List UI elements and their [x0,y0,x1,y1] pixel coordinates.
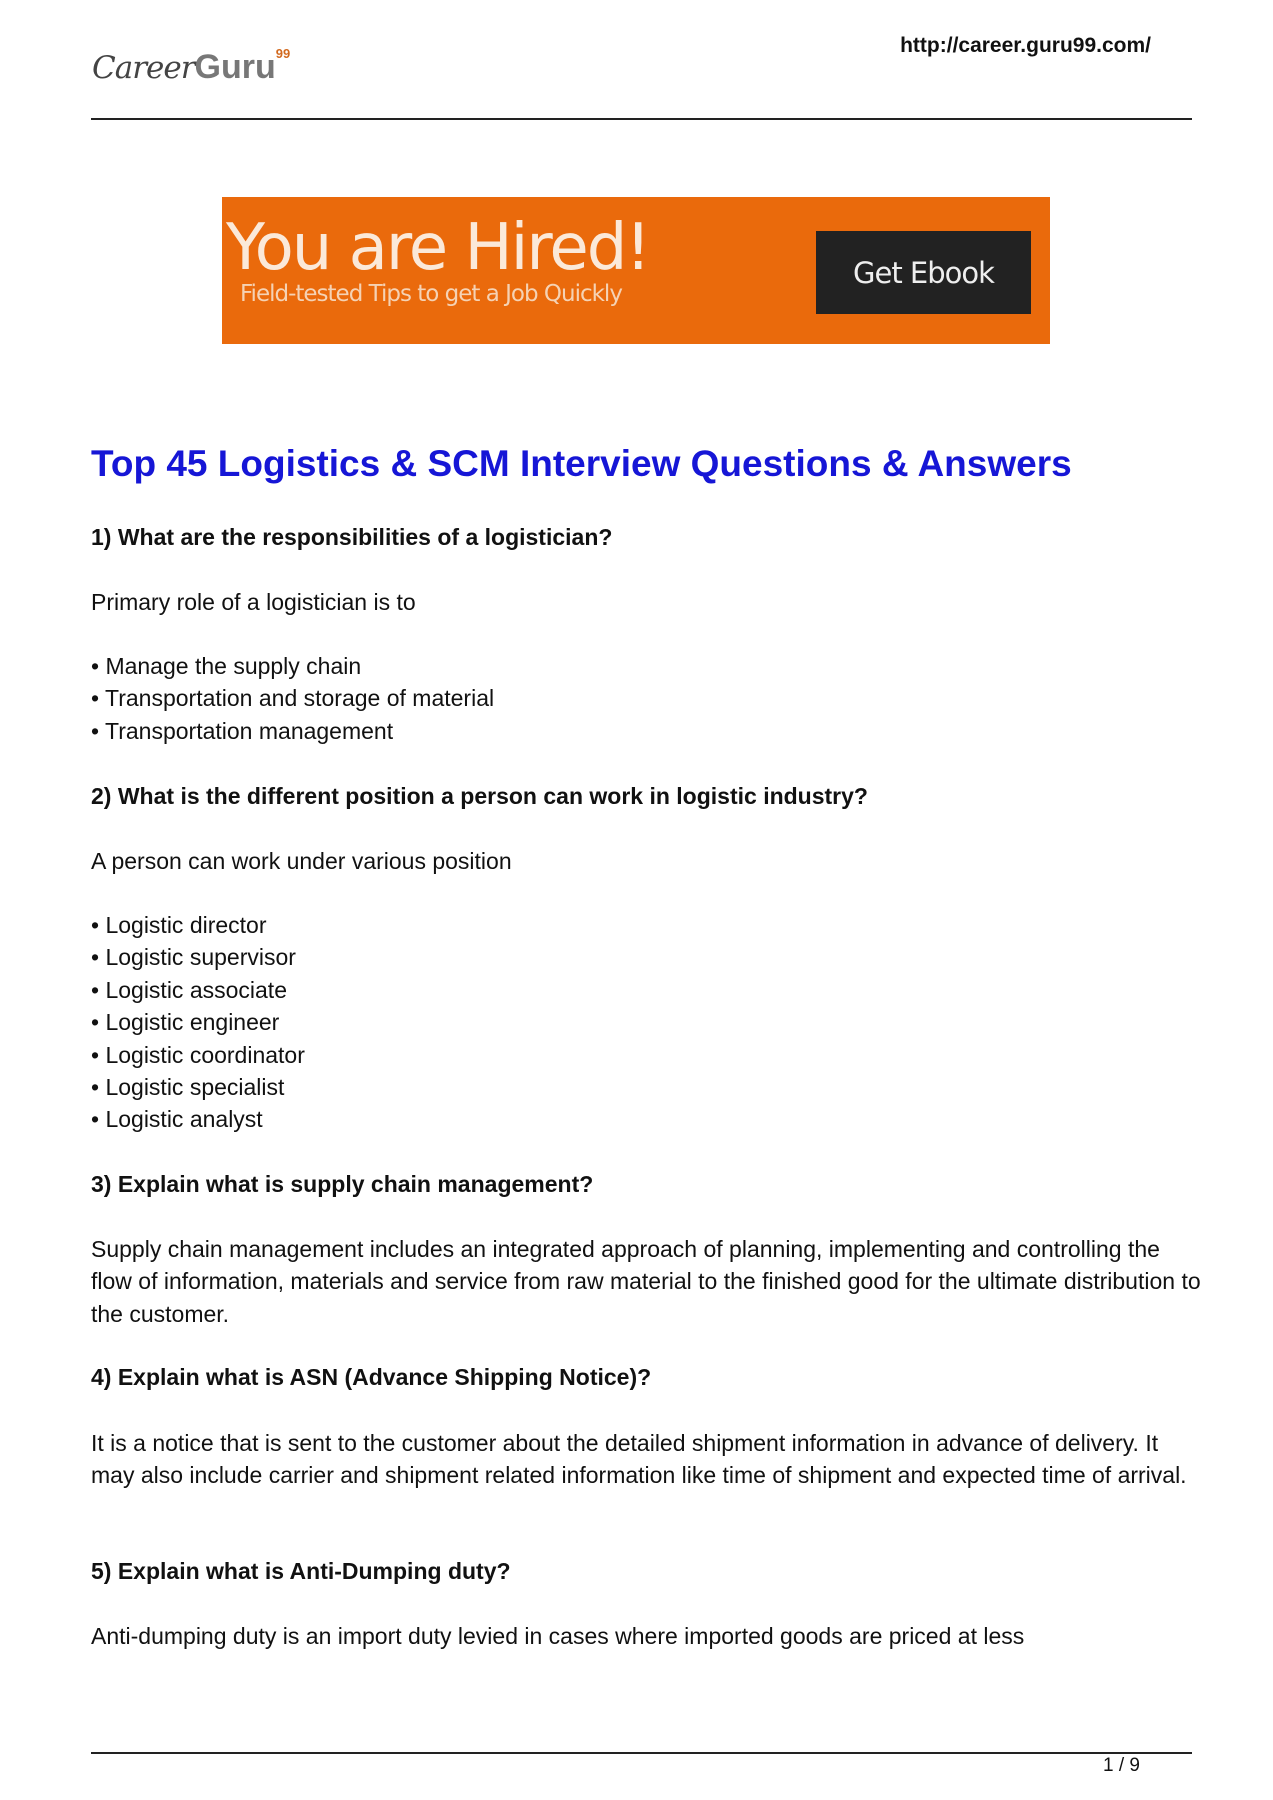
answer-text: It is a notice that is sent to the customer about the detailed shipment information in advance of delivery. It may also include carrier and shipment related information like time of shipment and expected time of arrival. [91,1430,1187,1489]
get-ebook-button[interactable]: Get Ebook [816,231,1031,314]
question-heading: 3) Explain what is supply chain management? [91,1171,594,1197]
list-item: • Logistic director [91,912,267,938]
list-item: • Transportation and storage of material [91,685,495,712]
answer-intro: A person can work under various position [91,848,512,874]
answer-intro: Primary role of a logistician is to [91,589,416,615]
answer-list [91,650,1201,747]
answer-list [91,909,1201,1136]
ebook-banner[interactable] [222,197,1050,344]
list-item: • Logistic analyst [91,1106,263,1133]
header-divider [91,118,1192,120]
list-item: • Logistic coordinator [91,1041,305,1068]
question-heading: 1) What are the responsibilities of a logistician? [91,524,613,550]
list-item: • Logistic specialist [91,1074,285,1101]
list-item: • Logistic associate [91,976,287,1003]
banner-subtitle: Field-tested Tips to get a Job Quickly [240,281,622,307]
list-item: • Transportation management [91,717,394,744]
page-number: 1 / 9 [1103,1755,1140,1776]
footer-divider [91,1752,1192,1754]
answer-text: Anti-dumping duty is an import duty levied in cases where imported goods are priced at less [91,1623,1025,1649]
careerguru-logo: CareerGuru$^{99}$ [92,45,291,86]
banner-title: You are Hired! [226,211,649,285]
question-heading: 5) Explain what is Anti-Dumping duty? [91,1558,511,1584]
site-url[interactable]: http://career.guru99.com/ [900,34,1151,57]
list-item: • Logistic supervisor [91,944,296,971]
question-heading: 4) Explain what is ASN (Advance Shipping Notice)? [91,1364,652,1390]
answer-text: Supply chain management includes an integrated approach of planning, implementing and controlling the flow of information, materials and service from raw material to the finished good for the ultimate distribution to the customer. [91,1236,1201,1327]
page-title: Top 45 Logistics & SCM Interview Questions & Answers [91,443,1072,484]
list-item: • Manage the supply chain [91,653,362,679]
question-heading: 2) What is the different position a person can work in logistic industry? [91,783,868,809]
list-item: • Logistic engineer [91,1009,280,1036]
